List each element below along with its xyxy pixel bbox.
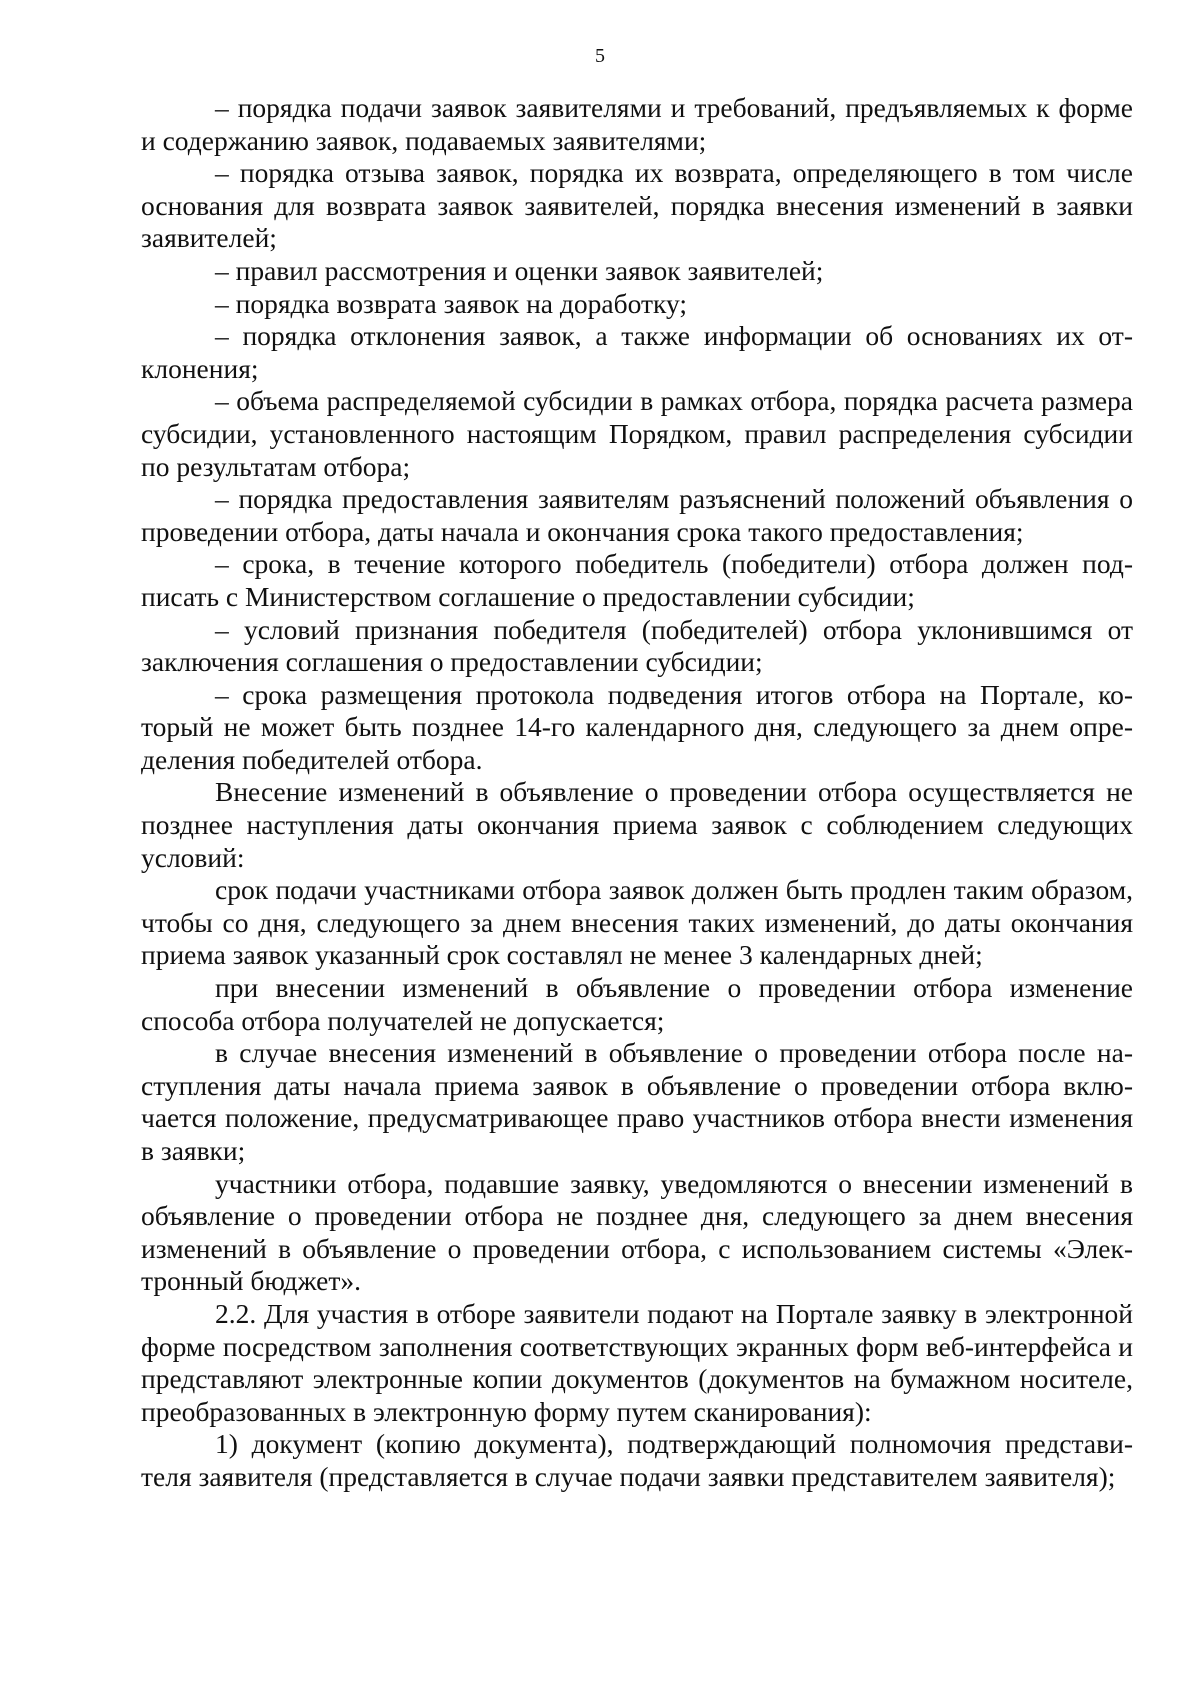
paragraph-6: – объема распределяемой субсидии в рамках отбора, порядка расчета размера субсидии, установленного настоящим Порядком, правил распределения субсидии по результатам отбора; bbox=[141, 385, 1133, 482]
page-number: 5 bbox=[595, 45, 605, 67]
paragraph-9: – условий признания победителя (победителей) отбора уклонившимся от заключения соглашения о предоставлении субсидии; bbox=[141, 613, 1133, 678]
paragraph-4: – порядка возврата заявок на доработку; bbox=[215, 287, 687, 319]
paragraph-3: – правил рассмотрения и оценки заявок заявителей; bbox=[215, 254, 824, 286]
paragraph-1: – порядка подачи заявок заявителями и требований, предъявляемых к форме и содержанию заявок, подаваемых заявителями; bbox=[141, 92, 1133, 156]
paragraph-8: – срока, в течение которого победитель (победители) отбора должен подписать с Министерством соглашение о предоставлении субсидии; bbox=[141, 548, 1133, 612]
paragraph-5: – порядка отклонения заявок, а также информации об основаниях их отклонения; bbox=[141, 320, 1133, 384]
paragraph-16: 2.2. Для участия в отборе заявители подают на Портале заявку в электронной форме посредством заполнения соответствующих экранных форм веб-интерфейса и представляют электронные копии документов (документов на бумажном носителе, преобразованных в электронную форму путем сканирования): bbox=[141, 1297, 1133, 1427]
paragraph-13: при внесении изменений в объявление о проведении отбора изменение способа отбора получателей не допускается; bbox=[141, 972, 1133, 1036]
paragraph-11: Внесение изменений в объявление о проведении отбора осуществляется не позднее наступления даты окончания приема заявок с соблюдением следующих условий: bbox=[141, 776, 1133, 873]
paragraph-10: – срока размещения протокола подведения итогов отбора на Портале, который не может быть позднее 14-го календарного дня, следующего за днем определения победителей отбора. bbox=[141, 678, 1133, 775]
paragraph-7: – порядка предоставления заявителям разъяснений положений объявления о проведении отбора, даты начала и окончания срока такого предоставления; bbox=[141, 483, 1133, 547]
paragraph-17: 1) документ (копию документа), подтверждающий полномочия представителя заявителя (представляется в случае подачи заявки представителем заявителя); bbox=[141, 1428, 1133, 1492]
paragraph-14: в случае внесения изменений в объявление о проведении отбора после наступления даты начала приема заявок в объявление о проведении отбора включается положение, предусматривающее право участников отбора внести изменения в заявки; bbox=[141, 1037, 1133, 1166]
paragraph-2: – порядка отзыва заявок, порядка их возврата, определяющего в том числе основания для возврата заявок заявителей, порядка внесения изменений в заявки заявителей; bbox=[141, 157, 1133, 254]
document-body bbox=[141, 92, 1133, 1494]
paragraph-12: срок подачи участниками отбора заявок должен быть продлен таким образом, чтобы со дня, следующего за днем внесения таких изменений, до даты окончания приема заявок указанный срок составлял не менее 3 календарных дней; bbox=[141, 874, 1133, 971]
paragraph-15: участники отбора, подавшие заявку, уведомляются о внесении изменений в объявление о проведении отбора не позднее дня, следующего за днем внесения изменений в объявление о проведении отбора, с использованием системы «Электронный бюджет». bbox=[141, 1167, 1133, 1297]
